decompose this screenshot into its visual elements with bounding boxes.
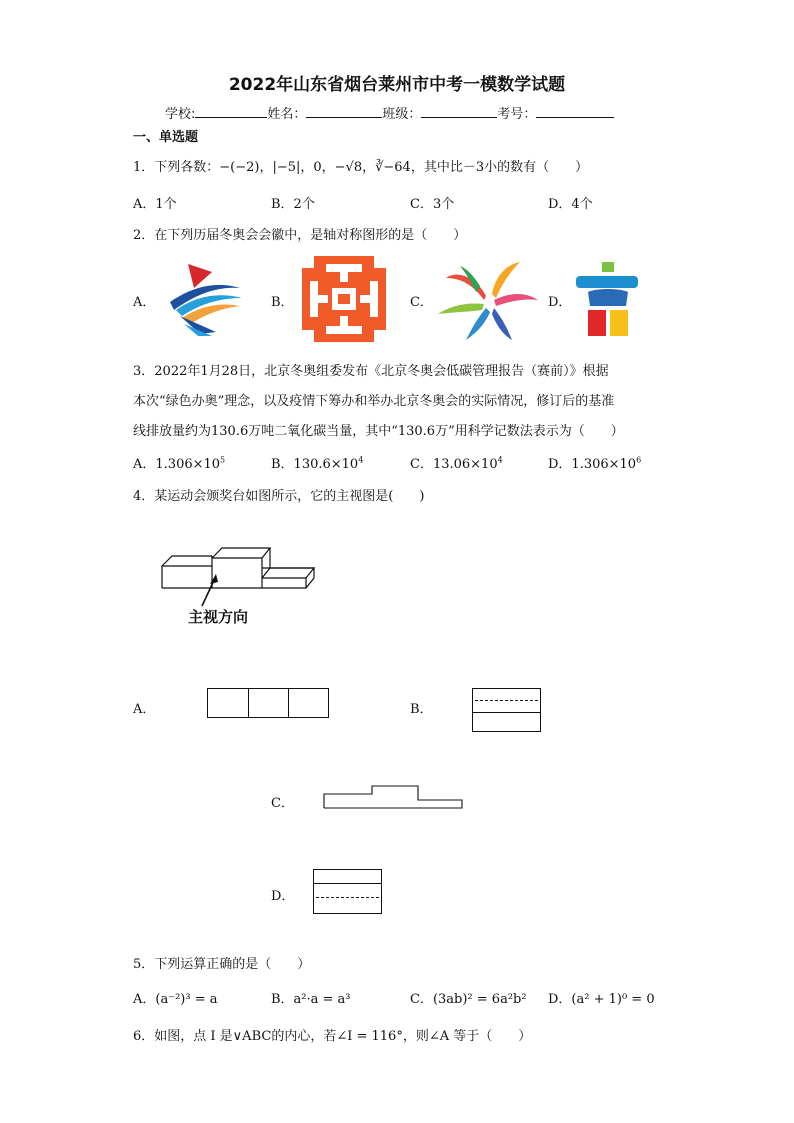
- name-blank[interactable]: [306, 105, 382, 118]
- podium-3d-figure: [158, 540, 320, 610]
- question-5-stem: 5．下列运算正确的是（ ）: [133, 957, 311, 972]
- q4-option-b[interactable]: B．: [410, 702, 433, 717]
- q1-option-b[interactable]: B．2个: [271, 197, 315, 212]
- q3-option-a-text: A．1.306×10: [133, 457, 221, 472]
- q3-option-b-exponent: 4: [358, 455, 364, 465]
- emblem-c-icon: [436, 256, 542, 342]
- q3-option-b[interactable]: [271, 453, 363, 472]
- q2-option-b[interactable]: B．: [271, 295, 294, 310]
- q2-option-c[interactable]: C．: [410, 295, 433, 310]
- q3-option-c-text: C．13.06×10: [410, 457, 498, 472]
- q2-option-d[interactable]: D．: [548, 295, 572, 310]
- emblem-a-icon: [160, 258, 244, 338]
- q3-option-a[interactable]: [133, 453, 225, 472]
- emblem-d-icon: [574, 262, 640, 336]
- q3-option-b-text: B．130.6×10: [271, 457, 359, 472]
- school-blank[interactable]: [195, 105, 267, 118]
- q4-option-d[interactable]: D．: [271, 889, 295, 904]
- question-3-line-1: 3．2022年1月28日，北京冬奥组委发布《北京冬奥会低碳管理报告（赛前）》根据: [133, 364, 609, 379]
- q5-option-d[interactable]: D．(a² + 1)⁰ = 0: [548, 992, 655, 1007]
- q5-option-b[interactable]: B．a²·a = a³: [271, 992, 351, 1007]
- question-2-stem: 2．在下列历届冬奥会会徽中，是轴对称图形的是（ ）: [133, 228, 467, 243]
- q5-option-c[interactable]: C．(3ab)² = 6a²b²: [410, 992, 527, 1007]
- student-info-line: [165, 103, 614, 122]
- q3-option-a-exponent: 5: [220, 455, 226, 465]
- q4-option-a[interactable]: A．: [133, 702, 156, 717]
- q3-option-d-exponent: 6: [636, 455, 642, 465]
- q5-option-a[interactable]: A．(a⁻²)³ = a: [133, 992, 218, 1007]
- q2-option-a[interactable]: A．: [133, 295, 156, 310]
- question-1-stem: 1．下列各数：−(−2)，|−5|，0，−√8，∛−64，其中比－3小的数有（ ）: [133, 160, 589, 175]
- q4-option-b-figure: [472, 688, 541, 732]
- q1-option-a[interactable]: A．1个: [133, 197, 177, 212]
- question-3-line-2: 本次“绿色办奥”理念，以及疫情下筹办和举办北京冬奥会的实际情况，修订后的基准: [133, 394, 615, 409]
- exam-no-blank[interactable]: [536, 105, 614, 118]
- q3-option-d[interactable]: [548, 453, 641, 472]
- name-label: 姓名：: [267, 107, 307, 122]
- exam-no-label: 考号：: [497, 107, 537, 122]
- q4-option-c[interactable]: C．: [271, 796, 294, 811]
- question-6-stem: 6．如图，点 I 是∨ABC的内心，若∠I = 116°，则∠A 等于（ ）: [133, 1029, 532, 1044]
- q3-option-c[interactable]: [410, 453, 503, 472]
- q4-option-c-figure: [322, 784, 464, 810]
- q4-option-a-figure: [207, 688, 329, 718]
- emblem-b-icon: [302, 256, 386, 342]
- section-heading-single-choice: 一、单选题: [133, 130, 199, 145]
- q4-option-d-figure: [313, 869, 382, 914]
- question-3-line-3: 线排放量约为130.6万吨二氧化碳当量，其中“130.6万”用科学记数法表示为（ ）: [133, 424, 624, 439]
- q1-option-d[interactable]: D．4个: [548, 197, 593, 212]
- class-label: 班级：: [382, 107, 422, 122]
- view-direction-label: 主视方向: [188, 608, 249, 626]
- class-blank[interactable]: [421, 105, 497, 118]
- school-label: 学校:: [165, 107, 196, 122]
- q3-option-d-text: D．1.306×10: [548, 457, 637, 472]
- page-title: 2022年山东省烟台莱州市中考一模数学试题: [228, 75, 566, 95]
- q3-option-c-exponent: 4: [497, 455, 503, 465]
- q1-option-c[interactable]: C．3个: [410, 197, 455, 212]
- question-4-stem: 4．某运动会颁奖台如图所示，它的主视图是( ): [133, 489, 425, 504]
